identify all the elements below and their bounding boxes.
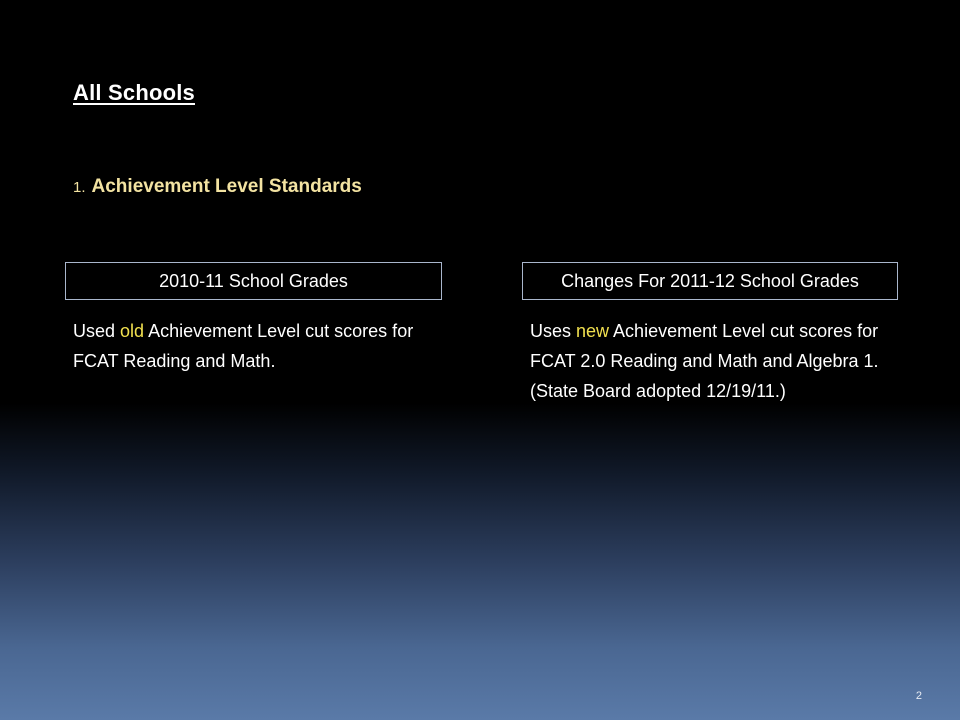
section-title: Achievement Level Standards bbox=[91, 176, 362, 197]
slide-title: All Schools bbox=[73, 80, 195, 105]
right-highlight-word: new bbox=[576, 321, 610, 341]
section-number: 1. bbox=[73, 179, 86, 196]
left-highlight-word: old bbox=[120, 321, 145, 341]
left-column-header: 2010-11 School Grades bbox=[65, 262, 442, 300]
left-text-before: Used bbox=[73, 321, 121, 341]
right-column-header: Changes For 2011-12 School Grades bbox=[522, 262, 898, 300]
right-text-after: Achievement Level cut scores for FCAT 2.0 Reading and Math and Algebra 1. (State Board adopted 12/19/11.) bbox=[530, 321, 879, 401]
section-heading bbox=[73, 176, 362, 198]
right-column-text bbox=[530, 316, 880, 406]
left-column-text bbox=[73, 316, 433, 376]
page-number: 2 bbox=[915, 690, 922, 702]
left-text-after: Achievement Level cut scores for FCAT Reading and Math. bbox=[73, 321, 414, 371]
right-text-before: Uses bbox=[530, 321, 577, 341]
